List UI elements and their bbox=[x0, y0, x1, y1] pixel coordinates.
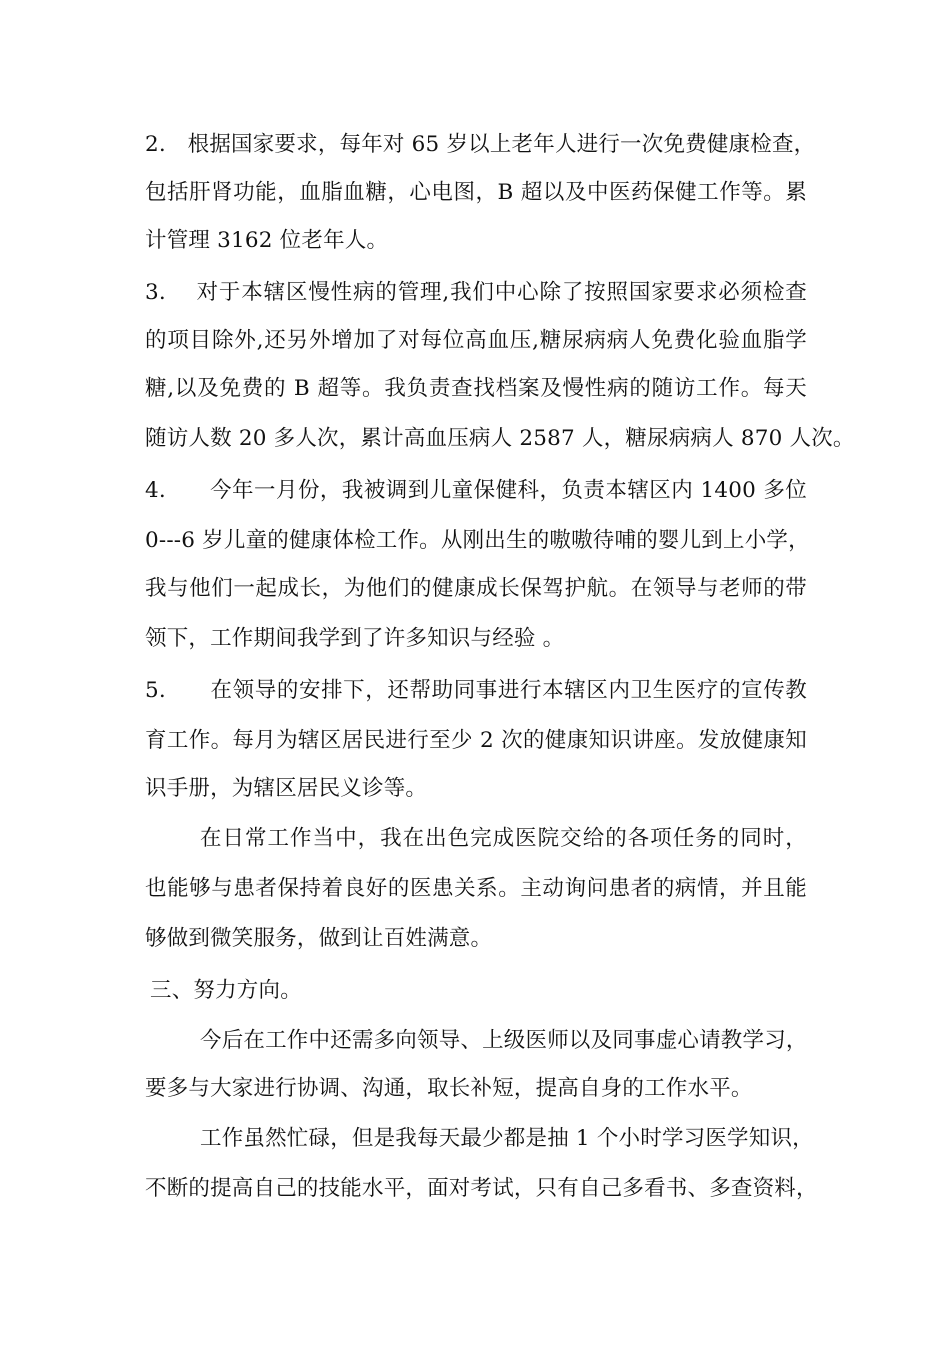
paragraph-future-line-2: 要多与大家进行协调、沟通，取长补短，提高自身的工作水平。 bbox=[145, 1076, 753, 1101]
item-3-line-4: 随访人数 20 多人次，累计高血压病人 2587 人，糖尿病病人 870 人次。 bbox=[145, 426, 855, 451]
item-2-line-3: 计管理 3162 位老年人。 bbox=[145, 228, 389, 253]
paragraph-study-line-1: 工作虽然忙碌，但是我每天最少都是抽 1 个小时学习医学知识， bbox=[200, 1126, 814, 1151]
item-5-line-1: 5. 在领导的安排下，还帮助同事进行本辖区内卫生医疗的宣传教 bbox=[145, 678, 807, 703]
section-heading-direction: 三、努力方向。 bbox=[150, 978, 302, 1003]
item-4-line-4: 领下，工作期间我学到了许多知识与经验 。 bbox=[145, 626, 565, 651]
item-5-line-2: 育工作。每月为辖区居民进行至少 2 次的健康知识讲座。发放健康知 bbox=[145, 728, 807, 753]
paragraph-study-line-2: 不断的提高自己的技能水平，面对考试，只有自己多看书、多查资料， bbox=[145, 1176, 818, 1201]
item-4-line-1: 4. 今年一月份，我被调到儿童保健科，负责本辖区内 1400 多位 bbox=[145, 478, 807, 503]
paragraph-future-line-1: 今后在工作中还需多向领导、上级医师以及同事虚心请教学习， bbox=[200, 1028, 808, 1053]
item-5-line-3: 识手册，为辖区居民义诊等。 bbox=[145, 776, 428, 801]
item-4-line-3: 我与他们一起成长，为他们的健康成长保驾护航。在领导与老师的带 bbox=[145, 576, 807, 601]
paragraph-daily-work-line-3: 够做到微笑服务，做到让百姓满意。 bbox=[145, 926, 493, 951]
item-2-line-1: 2. 根据国家要求，每年对 65 岁以上老年人进行一次免费健康检查， bbox=[145, 132, 816, 157]
item-3-line-1: 3. 对于本辖区慢性病的管理,我们中心除了按照国家要求必须检查 bbox=[145, 280, 807, 305]
item-4-line-2: 0---6 岁儿童的健康体检工作。从刚出生的嗷嗷待哺的婴儿到上小学， bbox=[145, 528, 810, 553]
paragraph-daily-work-line-2: 也能够与患者保持着良好的医患关系。主动询问患者的病情，并且能 bbox=[145, 876, 807, 901]
item-3-line-2: 的项目除外,还另外增加了对每位高血压,糖尿病病人免费化验血脂学 bbox=[145, 328, 807, 353]
item-2-line-2: 包括肝肾功能，血脂血糖，心电图，B 超以及中医药保健工作等。累 bbox=[145, 180, 807, 205]
item-3-line-3: 糖,以及免费的 B 超等。我负责查找档案及慢性病的随访工作。每天 bbox=[145, 376, 807, 401]
paragraph-daily-work-line-1: 在日常工作当中，我在出色完成医院交给的各项任务的同时， bbox=[200, 826, 807, 851]
